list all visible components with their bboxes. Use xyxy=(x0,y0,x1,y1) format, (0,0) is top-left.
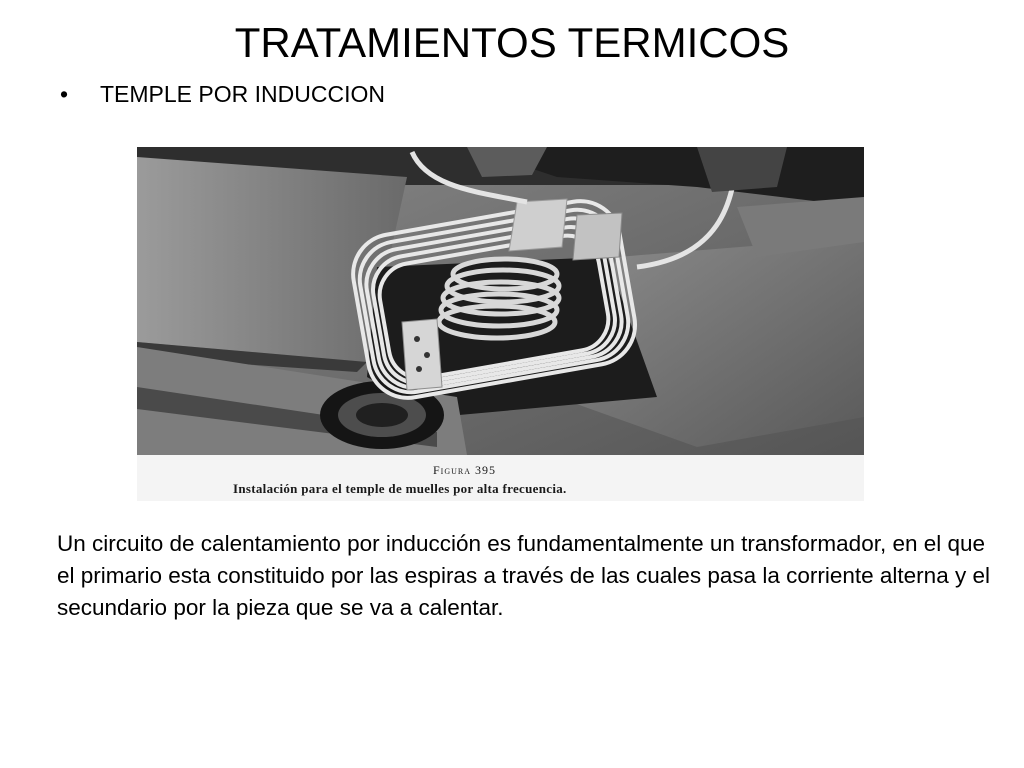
slide-title: TRATAMIENTOS TERMICOS xyxy=(234,19,790,66)
bullet-text: TEMPLE POR INDUCCION xyxy=(100,81,385,107)
bullet-item xyxy=(60,80,385,108)
figure-caption-text: Instalación para el temple de muelles por alta frecuencia. xyxy=(233,481,567,496)
figure xyxy=(137,147,864,501)
induction-coil-photo xyxy=(137,147,864,455)
bullet-marker: • xyxy=(60,81,69,107)
figure-label: Figura 395 xyxy=(433,463,497,477)
body-paragraph: Un circuito de calentamiento por inducción es fundamentalmente un transformador, en el que el primario esta constituido por las espiras a través de las cuales pasa la corriente alterna y el secundario por la pieza que se va a calentar. xyxy=(57,531,990,620)
figure-caption xyxy=(137,455,864,501)
